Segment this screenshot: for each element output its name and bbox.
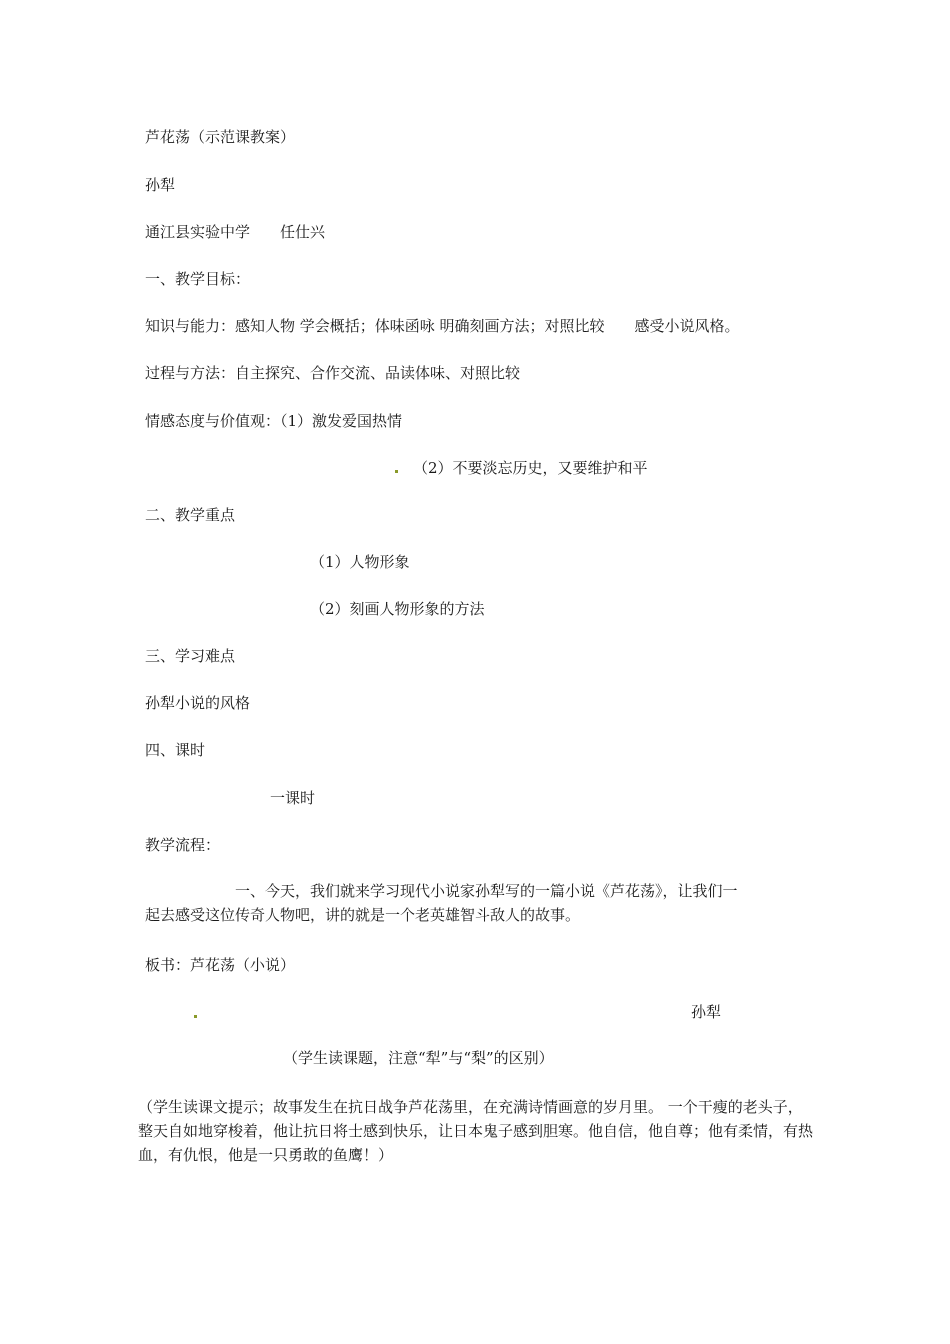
stray-dot-mark [194,1015,197,1018]
goal-process: 过程与方法：自主探究、合作交流、品读体味、对照比较 [145,364,521,382]
school-teacher-line: 通江县实验中学 任仕兴 [145,223,326,241]
stray-dot-mark [395,470,398,473]
section-heading-objectives: 一、教学目标： [145,270,251,288]
goal-emotion: 情感态度与价值观：（1）激发爱国热情 [145,412,403,430]
flow-paragraph-line-2: 起去感受这位传奇人物吧，讲的就是一个老英雄智斗敌人的故事。 [145,906,581,924]
goal-emotion-2: （2）不要淡忘历史，又要维护和平 [413,459,648,477]
note-paragraph: （学生读课文提示；故事发生在抗日战争芦花荡里，在充满诗情画意的岁月里。 一个干瘦的老头子，整天自如地穿梭着，他让抗日将士感到快乐，让日本鬼子感到胆寒。他自信，他自尊；他有柔情，有热血，有仇恨，他是一只勇敢的鱼鹰！） [138,1098,814,1164]
board-author: 孙犁 [691,1003,722,1021]
focus-item-2: （2）刻画人物形象的方法 [310,600,485,618]
difficulty-text: 孙犁小说的风格 [145,694,251,712]
section-heading-difficulty: 三、学习难点 [145,647,236,665]
document-title: 芦花荡（示范课教案） [145,128,296,146]
flow-heading: 教学流程： [145,836,221,854]
focus-item-1: （1）人物形象 [310,553,410,571]
note-title-reading: （学生读课题，注意“犁”与“梨”的区别） [283,1049,554,1067]
flow-paragraph-line-1: 一、今天，我们就来学习现代小说家孙犁写的一篇小说《芦花荡》，让我们一 [235,882,738,900]
section-heading-period: 四、课时 [145,741,206,759]
board-label: 板书：芦花荡（小说） [145,956,296,974]
section-heading-focus: 二、教学重点 [145,506,236,524]
goal-knowledge: 知识与能力：感知人物 学会概括；体味函咏 明确刻画方法；对照比较 感受小说风格。 [145,317,740,335]
author-name: 孙犁 [145,176,176,194]
period-text: 一课时 [270,789,316,807]
